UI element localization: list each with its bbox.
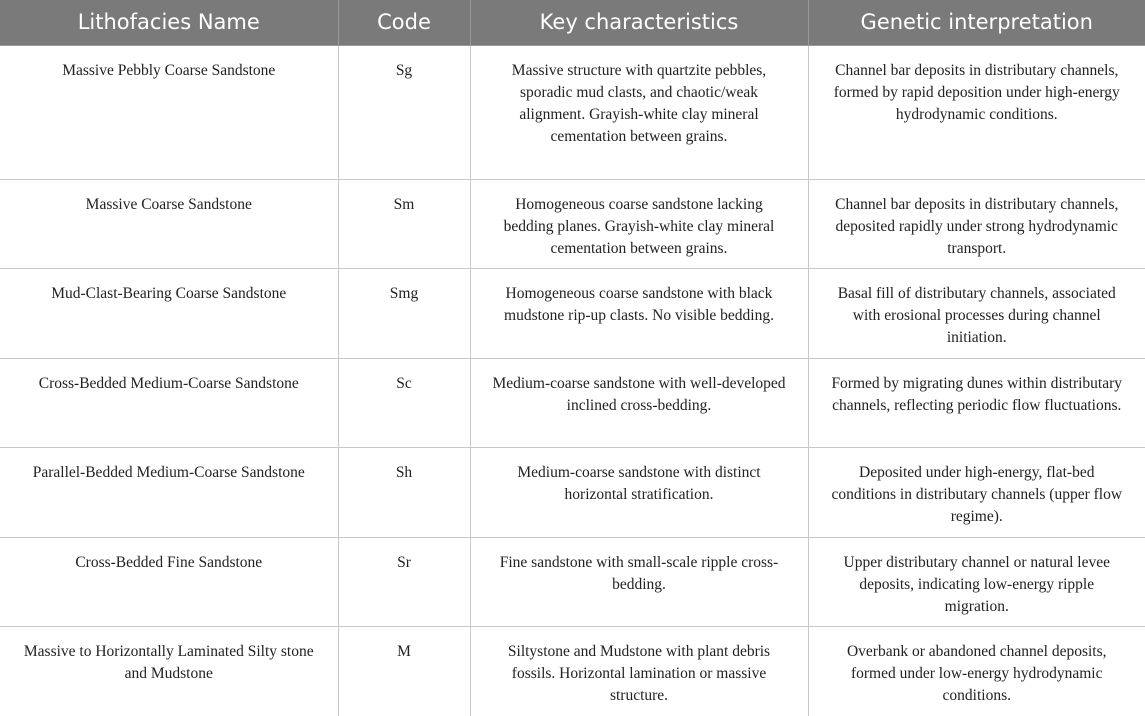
cell-lithofacies-name: Massive Coarse Sandstone	[0, 179, 338, 269]
cell-lithofacies-name: Cross-Bedded Medium-Coarse Sandstone	[0, 358, 338, 448]
cell-key-characteristics: Massive structure with quartzite pebbles, sporadic mud clasts, and chaotic/weak alignment. Grayish-white clay mineral cementation between grains.	[470, 45, 808, 179]
table-row	[0, 627, 1145, 716]
table-row	[0, 448, 1145, 538]
table-row	[0, 358, 1145, 448]
cell-code: Smg	[338, 269, 470, 359]
cell-key-characteristics: Siltystone and Mudstone with plant debris fossils. Horizontal lamination or massive structure.	[470, 627, 808, 716]
cell-genetic-interpretation: Upper distributary channel or natural levee deposits, indicating low-energy ripple migration.	[808, 537, 1145, 627]
cell-code: Sh	[338, 448, 470, 538]
cell-genetic-interpretation: Channel bar deposits in distributary channels, deposited rapidly under strong hydrodynamic transport.	[808, 179, 1145, 269]
cell-code: M	[338, 627, 470, 716]
header-row	[0, 0, 1145, 45]
table-row	[0, 45, 1145, 179]
header-key-characteristics: Key characteristics	[470, 0, 808, 45]
cell-genetic-interpretation: Deposited under high-energy, flat-bed conditions in distributary channels (upper flow regime).	[808, 448, 1145, 538]
table-row	[0, 537, 1145, 627]
cell-code: Sm	[338, 179, 470, 269]
cell-lithofacies-name: Massive Pebbly Coarse Sandstone	[0, 45, 338, 179]
cell-genetic-interpretation: Basal fill of distributary channels, associated with erosional processes during channel initiation.	[808, 269, 1145, 359]
cell-code: Sc	[338, 358, 470, 448]
table-row	[0, 179, 1145, 269]
table-row	[0, 269, 1145, 359]
cell-key-characteristics: Medium-coarse sandstone with distinct horizontal stratification.	[470, 448, 808, 538]
cell-genetic-interpretation: Formed by migrating dunes within distributary channels, reflecting periodic flow fluctuations.	[808, 358, 1145, 448]
cell-lithofacies-name: Mud-Clast-Bearing Coarse Sandstone	[0, 269, 338, 359]
cell-lithofacies-name: Parallel-Bedded Medium-Coarse Sandstone	[0, 448, 338, 538]
cell-key-characteristics: Homogeneous coarse sandstone lacking bedding planes. Grayish-white clay mineral cementation between grains.	[470, 179, 808, 269]
header-genetic-interpretation: Genetic interpretation	[808, 0, 1145, 45]
cell-genetic-interpretation: Overbank or abandoned channel deposits, formed under low-energy hydrodynamic conditions.	[808, 627, 1145, 716]
cell-genetic-interpretation: Channel bar deposits in distributary channels, formed by rapid deposition under high-energy hydrodynamic conditions.	[808, 45, 1145, 179]
cell-lithofacies-name: Cross-Bedded Fine Sandstone	[0, 537, 338, 627]
cell-code: Sg	[338, 45, 470, 179]
cell-key-characteristics: Homogeneous coarse sandstone with black mudstone rip-up clasts. No visible bedding.	[470, 269, 808, 359]
header-lithofacies-name: Lithofacies Name	[0, 0, 338, 45]
header-code: Code	[338, 0, 470, 45]
cell-key-characteristics: Medium-coarse sandstone with well-developed inclined cross-bedding.	[470, 358, 808, 448]
cell-lithofacies-name: Massive to Horizontally Laminated Silty stone and Mudstone	[0, 627, 338, 716]
cell-code: Sr	[338, 537, 470, 627]
cell-key-characteristics: Fine sandstone with small-scale ripple cross-bedding.	[470, 537, 808, 627]
